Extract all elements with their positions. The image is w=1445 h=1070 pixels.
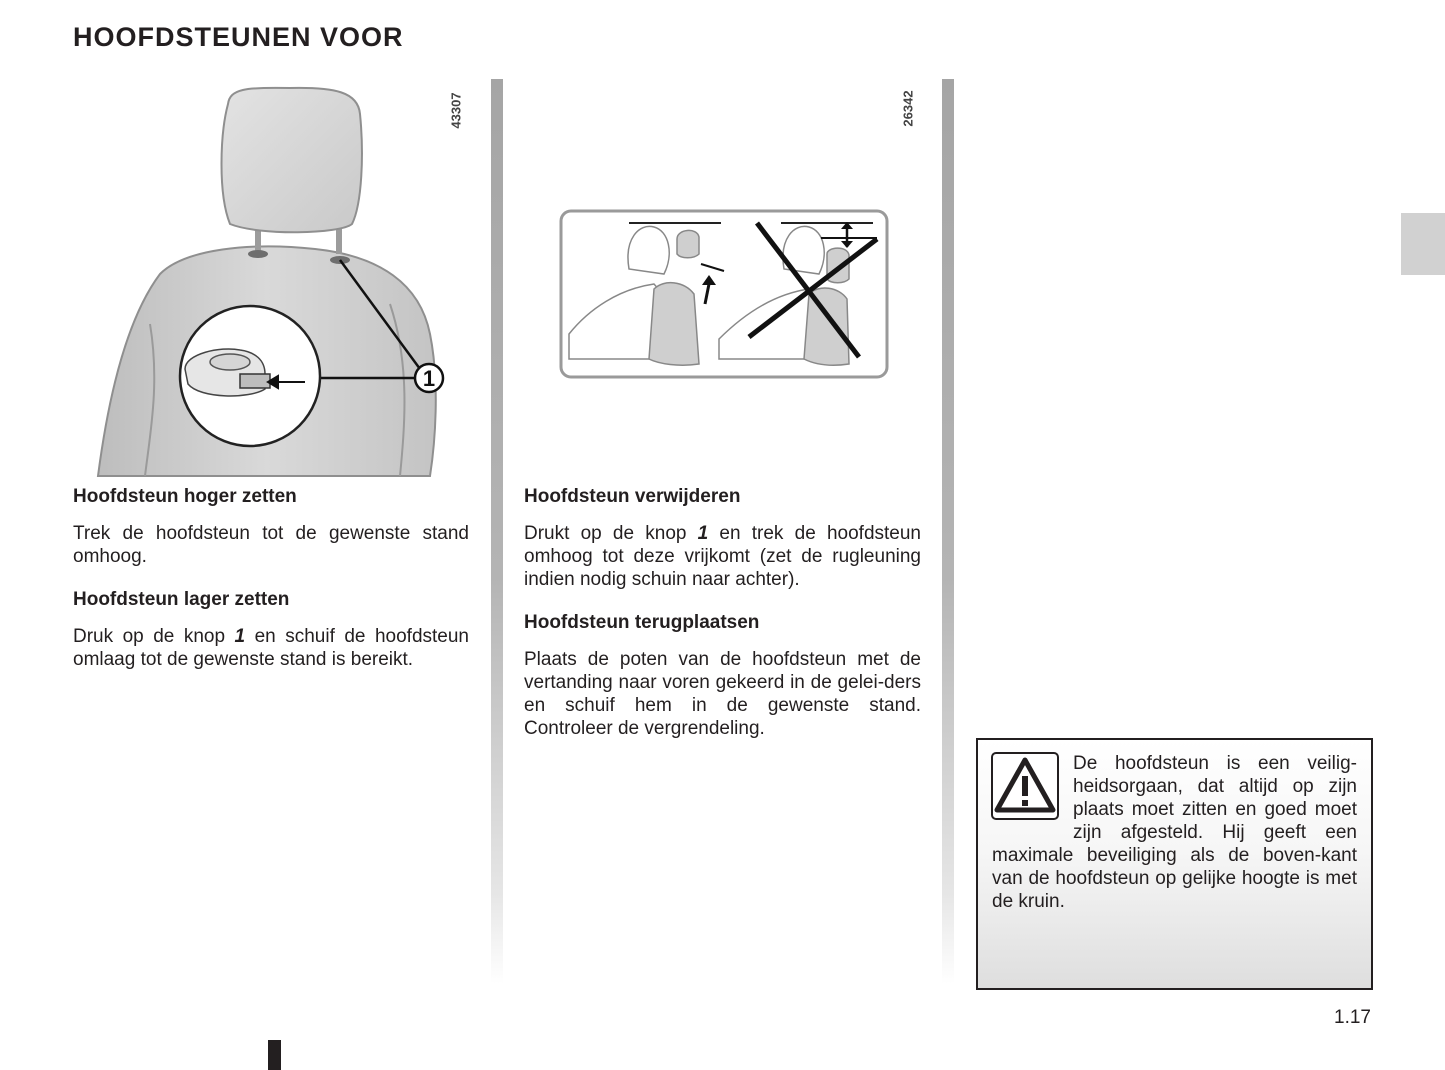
seat-headrest-illustration xyxy=(90,84,470,479)
knob-ref: 1 xyxy=(234,626,246,647)
headrest-height-figure xyxy=(559,209,891,381)
column2-text xyxy=(524,485,921,760)
warning-text: De hoofdsteun is een veilig-heidsorgaan, dat altijd op zijn plaats moet zitten en goed moet zijn afgesteld. Hij geeft een maximale beveiliging als de boven-kant van de hoofdsteun op gelijke hoogte is met de kruin. xyxy=(992,753,1357,912)
figure-id-middle: 26342 xyxy=(900,90,916,127)
page-number: 1.17 xyxy=(1334,1007,1371,1028)
text-refit-headrest: Plaats de poten van de hoofdsteun met de vertanding naar voren gekeerd in de gelei-ders en schuif hem in de gewenste stand. Controleer de vergrendeling. xyxy=(524,649,921,739)
text-remove-headrest: Drukt op de knop 1 en trek de hoofdsteun omhoog tot deze vrijkomt (zet de rugleuning indien nodig schuin naar achter). xyxy=(524,523,921,590)
heading-raise-headrest: Hoofdsteun hoger zetten xyxy=(73,486,297,507)
seat-headrest-figure xyxy=(90,84,470,479)
headrest-height-illustration xyxy=(559,209,891,381)
warning-triangle-icon xyxy=(991,752,1059,820)
footer-mark xyxy=(268,1040,281,1070)
page-title: HOOFDSTEUNEN VOOR xyxy=(73,22,404,52)
warning-box xyxy=(976,738,1373,990)
heading-refit-headrest: Hoofdsteun terugplaatsen xyxy=(524,612,760,633)
text-raise-headrest: Trek de hoofdsteun tot de gewenste stand omhoog. xyxy=(73,523,469,567)
heading-lower-headrest: Hoofdsteun lager zetten xyxy=(73,589,290,610)
heading-remove-headrest: Hoofdsteun verwijderen xyxy=(524,486,741,507)
text-lower-headrest: Druk op de knop 1 en schuif de hoofdsteun omlaag tot de gewenste stand is bereikt. xyxy=(73,626,470,670)
figure-id-left: 43307 xyxy=(448,92,464,129)
column-divider-left xyxy=(491,79,503,984)
column1-text xyxy=(73,485,469,691)
chapter-tab-marker xyxy=(1401,213,1445,275)
callout-number: 1 xyxy=(422,366,436,391)
column-divider-right xyxy=(942,79,954,984)
knob-ref: 1 xyxy=(697,523,709,544)
